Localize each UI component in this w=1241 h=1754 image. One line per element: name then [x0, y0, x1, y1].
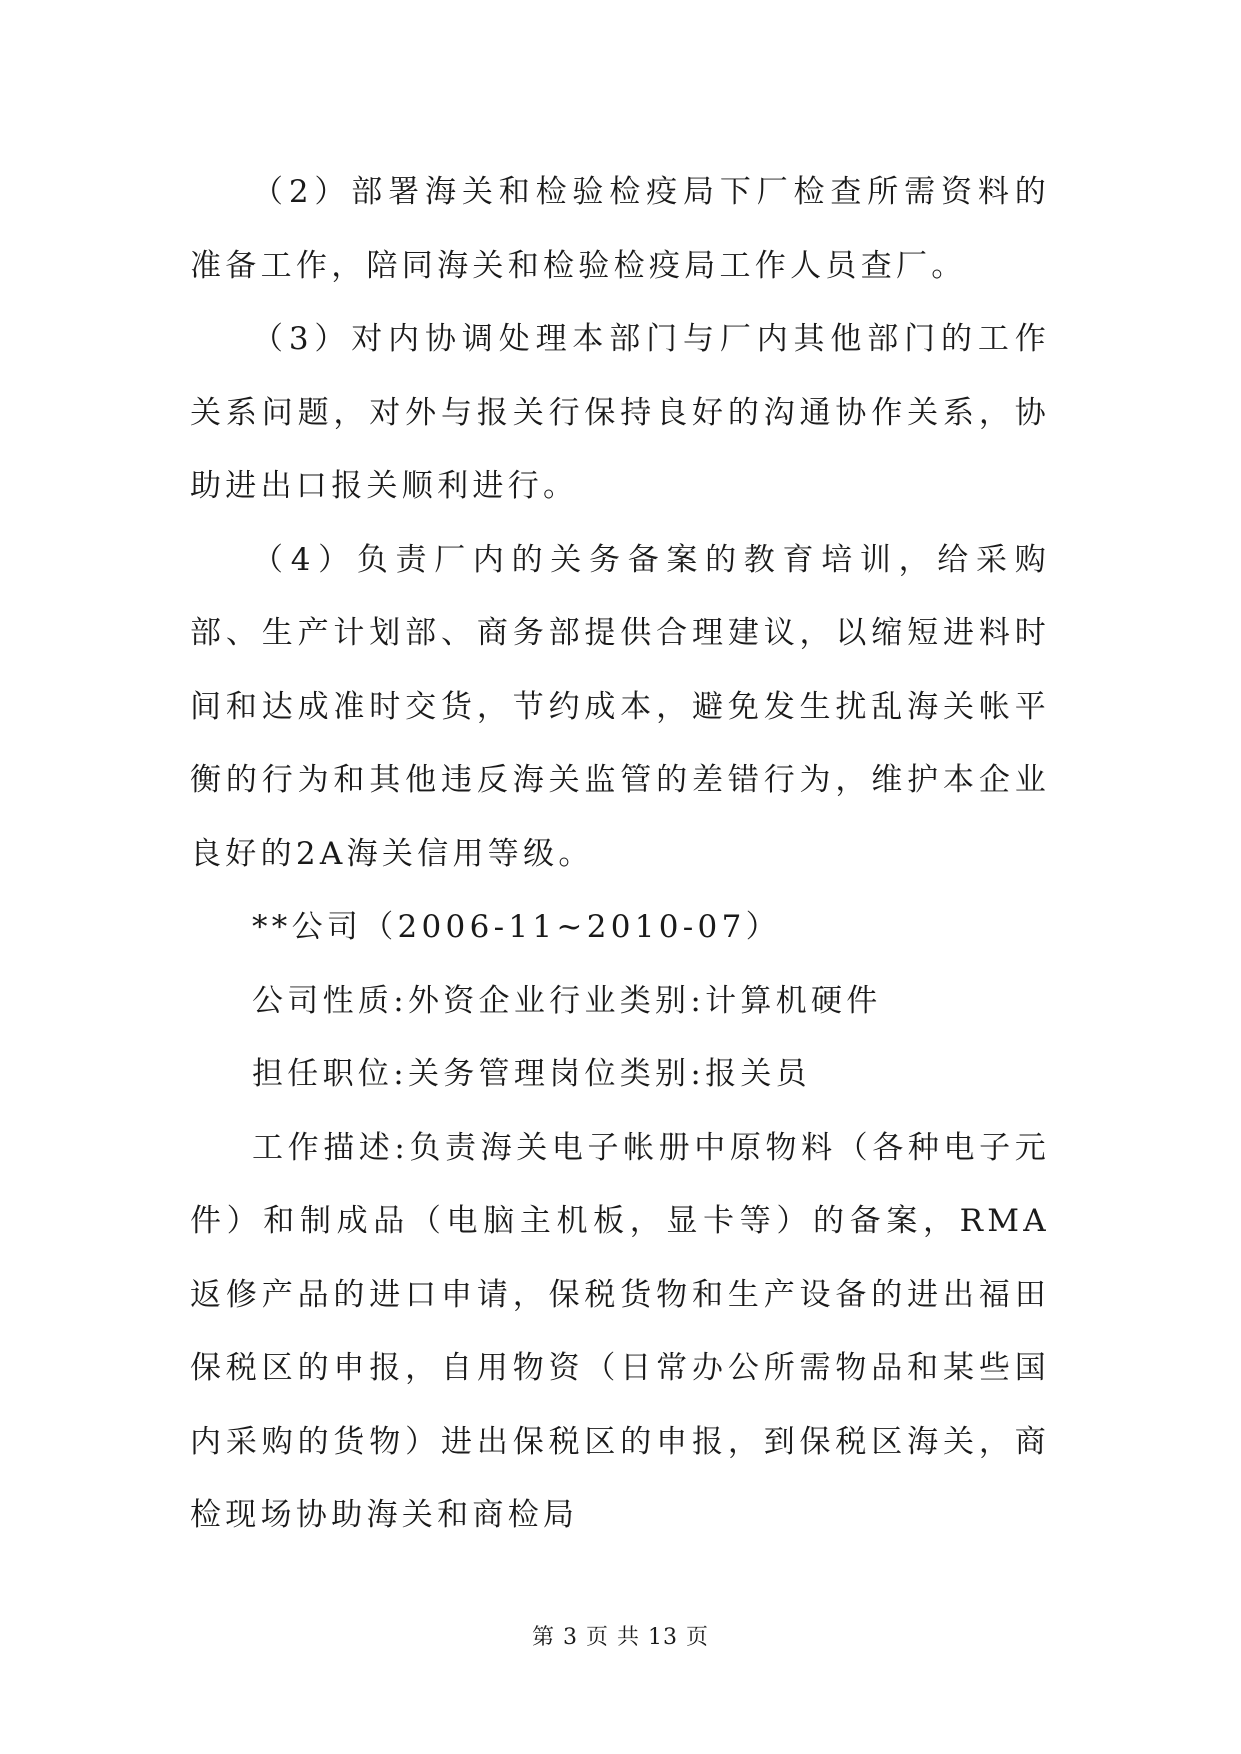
paragraph-job-description: 工作描述:负责海关电子帐册中原物料（各种电子元件）和制成品（电脑主机板，显卡等）的备案，RMA返修产品的进口申请，保税货物和生产设备的进出福田保税区的申报，自用物资（日常办公所需物品和某些国内采购的货物）进出保税区的申报，到保税区海关，商检现场协助海关和商检局	[190, 1129, 1050, 1533]
page-number-footer: 第 3 页 共 13 页	[532, 1625, 709, 1650]
paragraph-company-nature: 公司性质:外资企业行业类别:计算机硬件	[252, 982, 882, 1019]
paragraph-company-header: **公司（2006-11~2010-07）	[252, 909, 781, 945]
paragraph-duty-3: （3）对内协调处理本部门与厂内其他部门的工作关系问题，对外与报关行保持良好的沟通协作关系，协助进出口报关顺利进行。	[190, 321, 1050, 504]
paragraph-duty-2: （2）部署海关和检验检疫局下厂检查所需资料的准备工作，陪同海关和检验检疫局工作人员查厂。	[190, 174, 1050, 284]
paragraph-position: 担任职位:关务管理岗位类别:报关员	[252, 1056, 811, 1092]
document-body	[190, 156, 1050, 1553]
paragraph-duty-4: （4）负责厂内的关务备案的教育培训，给采购部、生产计划部、商务部提供合理建议，以缩短进料时间和达成准时交货，节约成本，避免发生扰乱海关帐平衡的行为和其他违反海关监管的差错行为，维护本企业良好的2A海关信用等级。	[190, 541, 1050, 872]
